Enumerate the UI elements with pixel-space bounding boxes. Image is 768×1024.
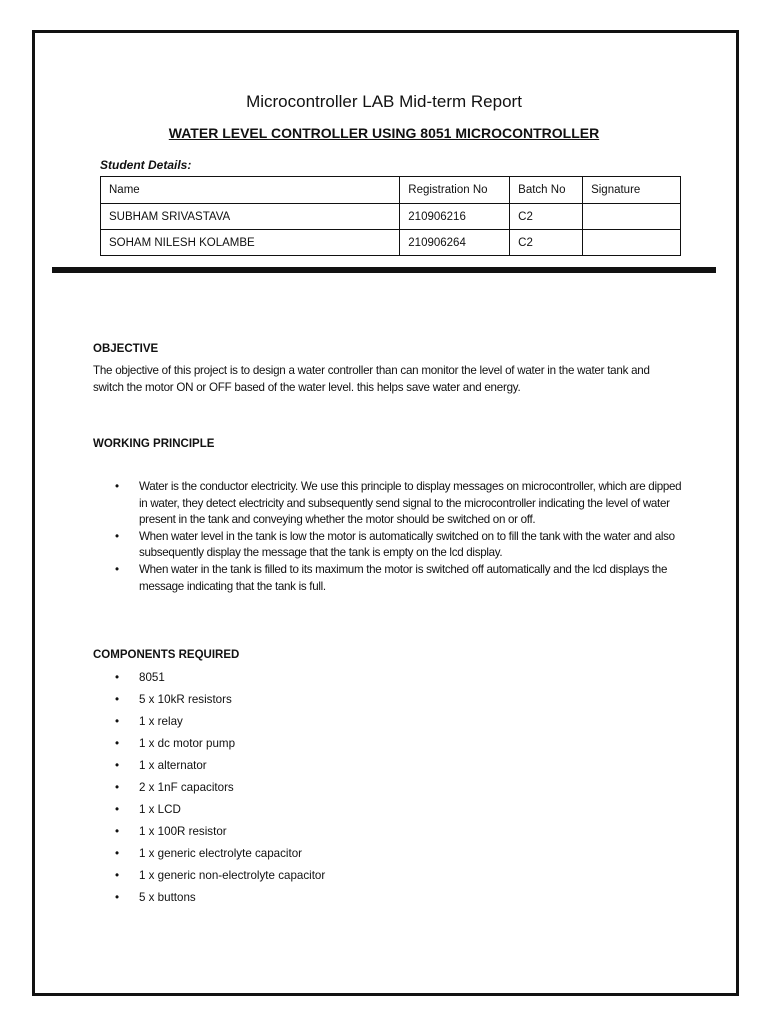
- header-signature: Signature: [583, 177, 681, 204]
- header-registration: Registration No: [400, 177, 510, 204]
- bullet-icon: •: [115, 715, 120, 728]
- cell-name: SOHAM NILESH KOLAMBE: [101, 230, 400, 256]
- student-table: [100, 176, 681, 256]
- list-item-text: 1 x generic electrolyte capacitor: [139, 847, 303, 860]
- list-item: [93, 692, 325, 714]
- bullet-icon: •: [115, 737, 120, 750]
- list-item-text: Water is the conductor electricity. We use this principle to display messages on microcontroller, which are dipped in water, they detect electricity and subsequently send signal to the microcontroller indicating the level of water present in the tank and conveying whether the motor should be switched on or off.: [139, 480, 682, 527]
- list-item-text: 1 x alternator: [139, 759, 207, 772]
- list-item-text: 8051: [139, 671, 165, 684]
- list-item: [93, 824, 325, 846]
- list-item-text: 5 x 10kR resistors: [139, 693, 232, 706]
- bullet-icon: •: [115, 869, 120, 882]
- list-item: [93, 890, 325, 912]
- bullet-icon: •: [115, 562, 119, 576]
- list-item-text: 1 x 100R resistor: [139, 825, 227, 838]
- list-item-text: 2 x 1nF capacitors: [139, 781, 234, 794]
- list-item: [93, 802, 325, 824]
- list-item: [93, 714, 325, 736]
- working-principle-list: [93, 479, 683, 595]
- components-heading: COMPONENTS REQUIRED: [93, 649, 240, 661]
- header-name: Name: [101, 177, 400, 204]
- cell-name: SUBHAM SRIVASTAVA: [101, 204, 400, 230]
- bullet-icon: •: [115, 825, 120, 838]
- list-item-text: 1 x LCD: [139, 803, 181, 816]
- cell-batch: C2: [510, 230, 583, 256]
- horizontal-rule: [52, 267, 716, 273]
- list-item: [93, 479, 683, 529]
- bullet-icon: •: [115, 803, 120, 816]
- bullet-icon: •: [115, 759, 120, 772]
- bullet-icon: •: [115, 693, 120, 706]
- objective-text: The objective of this project is to design a water controller than can monitor the level of water in the water tank and switch the motor ON or OFF based of the water level. this helps save water and energy.: [93, 364, 650, 394]
- list-item: [93, 780, 325, 802]
- list-item: [93, 868, 325, 890]
- table-row: [101, 230, 681, 256]
- list-item-text: 1 x dc motor pump: [139, 737, 236, 750]
- student-details-label: Student Details:: [100, 158, 192, 172]
- objective-heading: OBJECTIVE: [93, 343, 159, 355]
- list-item: [93, 529, 683, 562]
- list-item-text: 1 x generic non-electrolyte capacitor: [139, 869, 326, 882]
- cell-signature: [583, 204, 681, 230]
- table-header-row: [101, 177, 681, 204]
- bullet-icon: •: [115, 529, 119, 543]
- document-title: Microcontroller LAB Mid-term Report: [246, 92, 522, 111]
- list-item-text: 1 x relay: [139, 715, 183, 728]
- working-principle-heading: WORKING PRINCIPLE: [93, 438, 215, 450]
- cell-registration: 210906264: [400, 230, 510, 256]
- bullet-icon: •: [115, 891, 120, 904]
- components-list: [93, 670, 325, 912]
- document-subtitle: WATER LEVEL CONTROLLER USING 8051 MICROCONTROLLER: [168, 125, 600, 141]
- cell-registration: 210906216: [400, 204, 510, 230]
- bullet-icon: •: [115, 781, 120, 794]
- list-item: [93, 758, 325, 780]
- bullet-icon: •: [115, 847, 120, 860]
- list-item: [93, 736, 325, 758]
- bullet-icon: •: [115, 671, 120, 684]
- cell-signature: [583, 230, 681, 256]
- cell-batch: C2: [510, 204, 583, 230]
- bullet-icon: •: [115, 480, 119, 493]
- list-item-text: When water in the tank is filled to its maximum the motor is switched off automatically and the lcd displays the message indicating that the tank is full.: [139, 562, 668, 593]
- list-item: [93, 670, 325, 692]
- table-row: [101, 204, 681, 230]
- list-item: [93, 846, 325, 868]
- header-batch: Batch No: [510, 177, 583, 204]
- list-item-text: When water level in the tank is low the motor is automatically switched on to fill the tank with the water and also subsequently display the message that the tank is empty on the lcd display.: [139, 529, 675, 560]
- list-item-text: 5 x buttons: [139, 891, 196, 904]
- list-item: [93, 562, 683, 595]
